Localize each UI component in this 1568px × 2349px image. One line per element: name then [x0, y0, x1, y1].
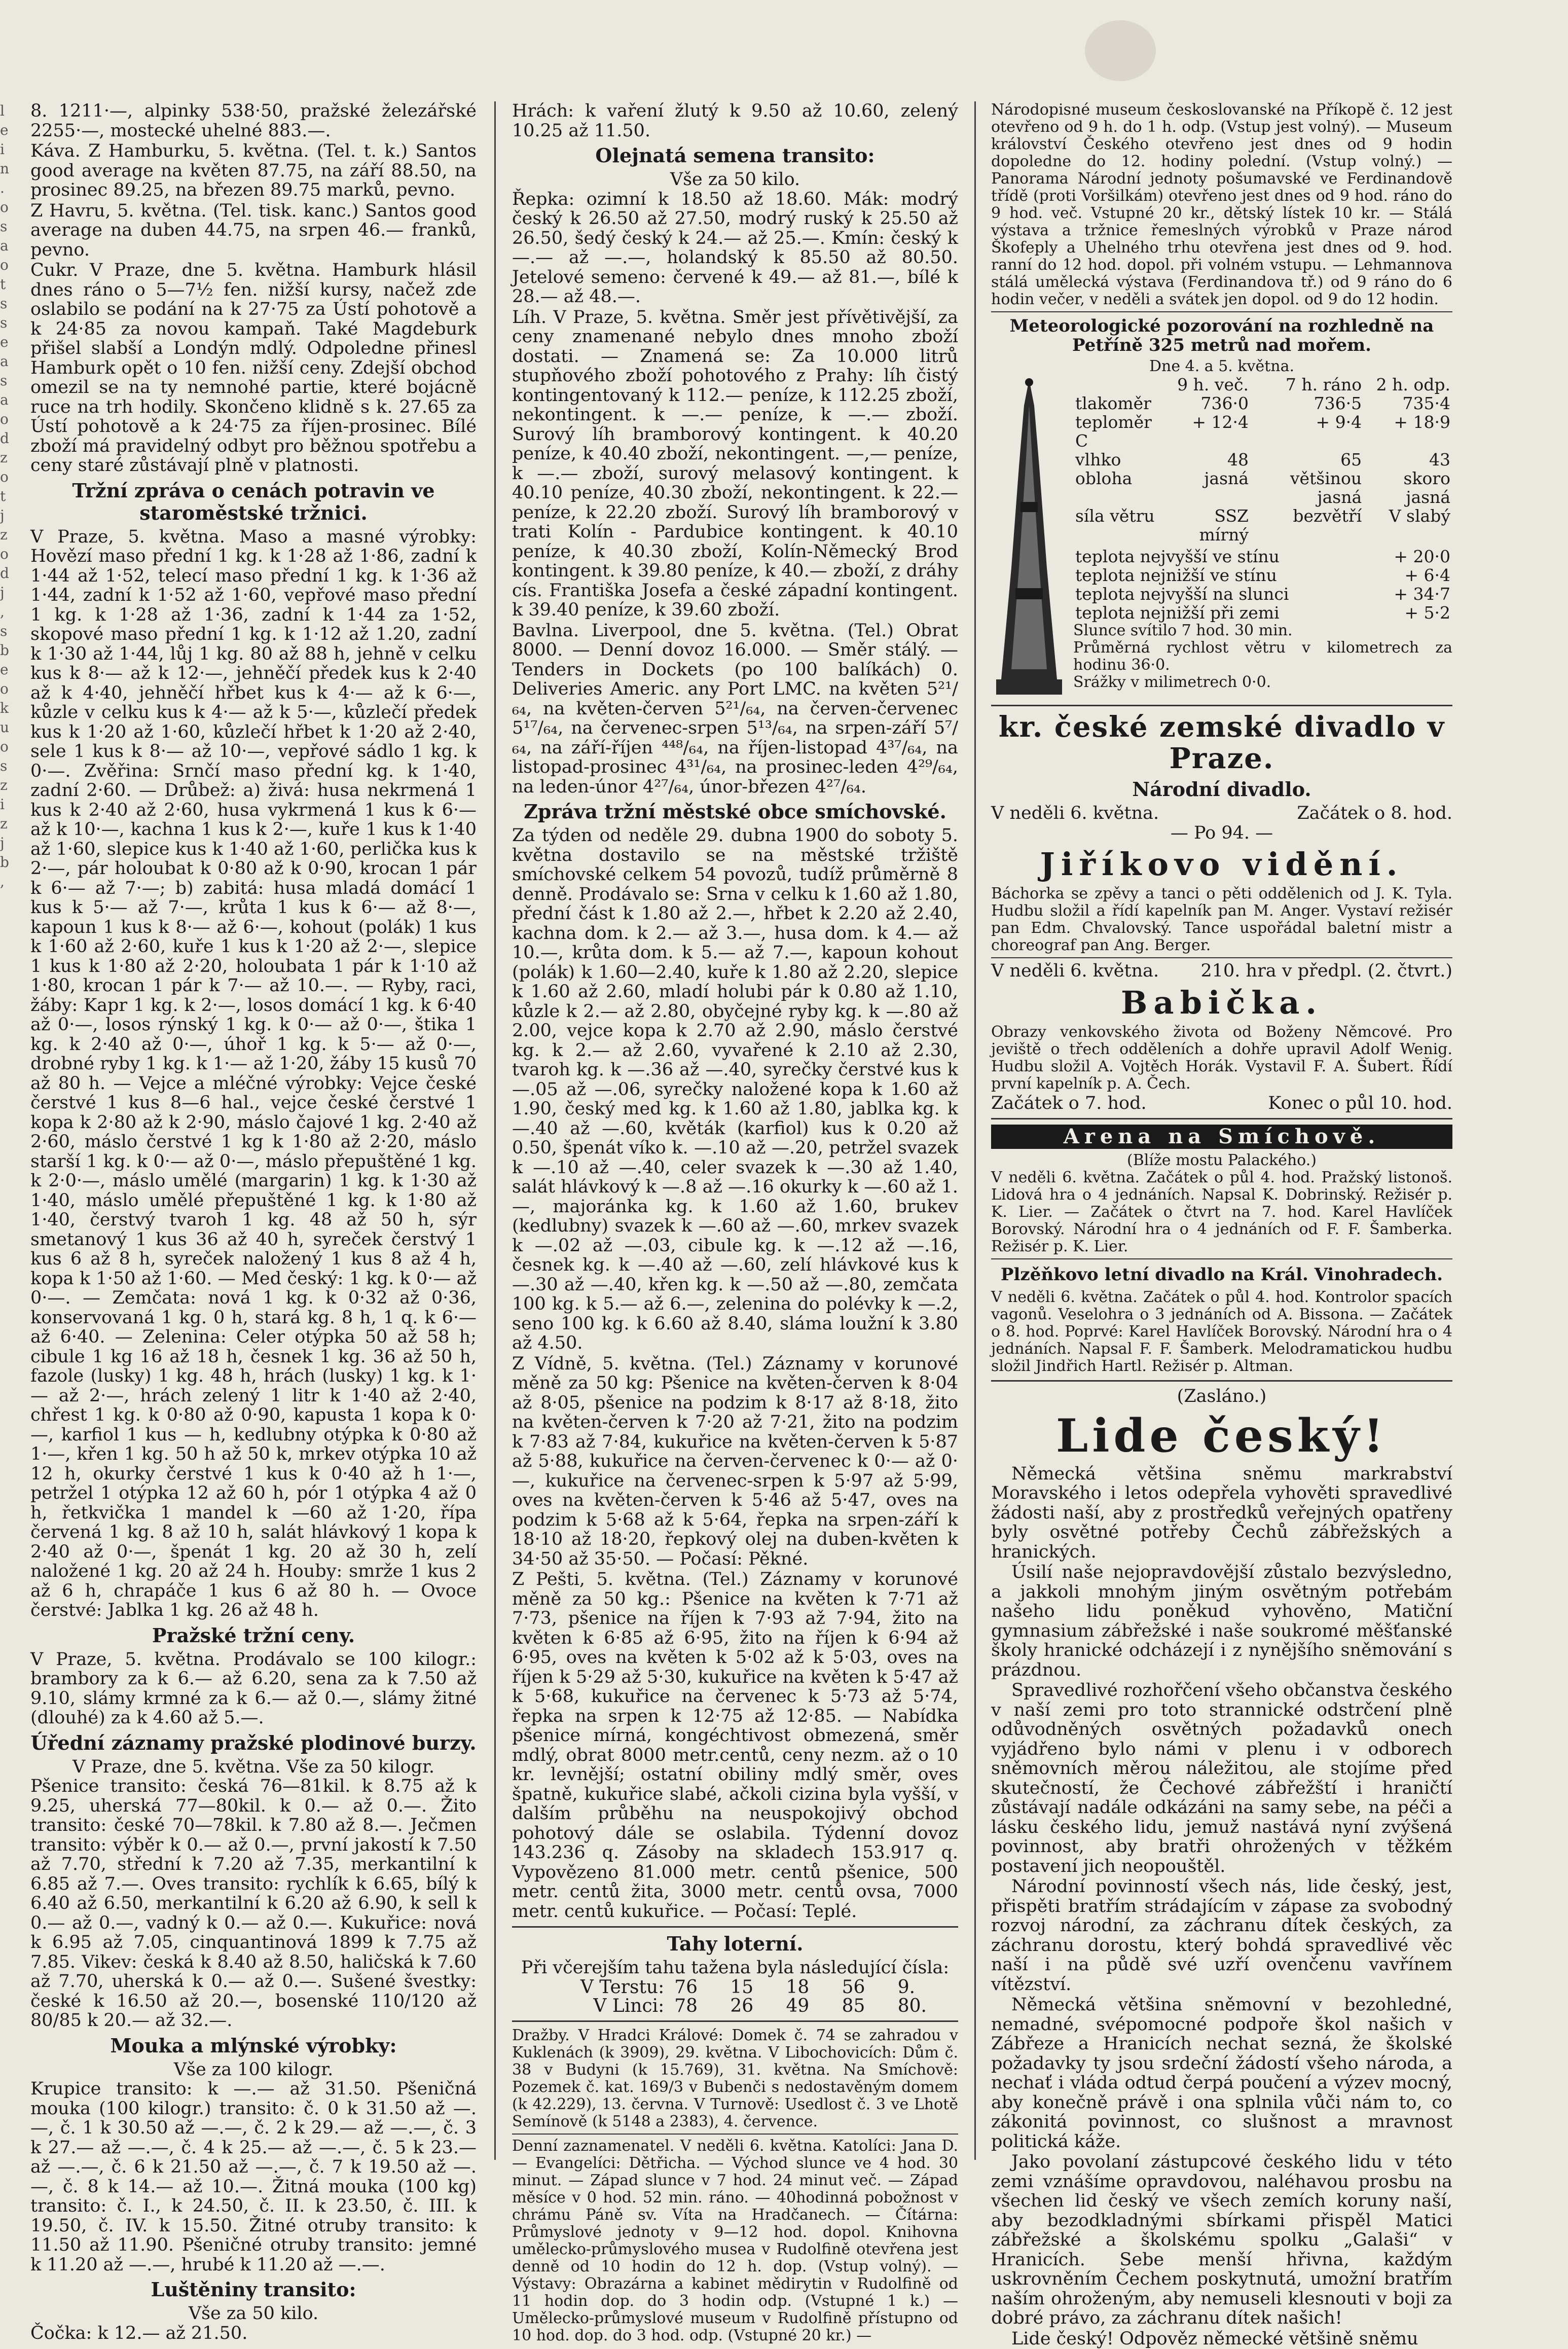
performance-number: — Po 94. —	[1170, 822, 1273, 843]
article-daily-notes: Denní zaznamenatel. V neděli 6. května. Katolíci: Jana D. — Evangelíci: Dětřicha. — Východ slunce ve 4 hod. 30 minut. — Západ slunce v 7 hod. 24 minut več. — Západ měsíce v 0 hod. 52 min. ráno. — 40hodinná pobožnost v chrámu Páně sv. Víta na Hradčanech. — Čítárna: Průmyslové jednoty v 9—12 hod. dopol. Knihovna umělecko-průmyslového musea v Rudolfině otevřena jest denně od 10 hodin do 12 h. dop. (Vstup volný). — Výstavy: Obrazárna a kabinet mědirytin v Rudolfině od 11 hodin dop. do 3 hodin odp. (Vstupné 1 k.) — Umělecko-průmyslové museum v Rudolfině přístupno od 10 hod. dop. do 3 hod. odp. (Vstupné 20 kr.) —	[512, 2137, 958, 2344]
article-vienna: Z Vídně, 5. května. (Tel.) Záznamy v korunové měně za 50 kg: Pšenice na květen-červen k 8·04 až 8·05, pšenice na podzim k 8·17 až 8·18, žito na květen-červen k 7·20 až 7·21, žito na podzim k 7·83 až 7·84, kukuřice na květen-červen k 5·87 až 5·88, kukuřice na červen-červenec k 0·— až 0·—, kukuřice na červenec-srpen k 5·97 až 5·99, oves na květen-červen k 5·46 až 5·47, oves na podzim k 5·68 až k 5·64, řepka na srpen-září k 18·10 až 18·20, řepkový olej na duben-květen k 34·50 až 35·50. — Počasí: Pěkné.	[512, 1353, 958, 1569]
heading-prague-prices: Pražské tržní ceny.	[152, 1623, 355, 1647]
appeal-paragraph: Úsilí naše nejopravdovější zůstalo bezvýsledno, a jakkoli mnohým jiným osvětným potřebám našeho lidu poněkud vyhověno, Matiční gymnasium zábřežské i naše soukromé měšťanské školy hranické odcházejí i z nynějšího sněmování s prázdnou.	[991, 1562, 1452, 1680]
meteo-value: 48	[1227, 450, 1249, 469]
meteo-date: Dne 4. a 5. května.	[1149, 357, 1295, 375]
play-title: Babička.	[1121, 984, 1323, 1021]
paper-stain	[1085, 20, 1156, 81]
performance-start: Začátek o 8. hod.	[1297, 803, 1452, 823]
meteo-col-head: 9 h. več.	[1177, 375, 1249, 394]
heading-arena: Arena na Smíchově.	[991, 1125, 1452, 1149]
performance-day: V neděli 6. května.	[991, 803, 1159, 823]
article-coffee-havre: Z Havru, 5. května. (Tel. tisk. kanc.) Santos good average na duben 44.75, na srpen 46.— franků, pevno.	[30, 200, 477, 260]
article-smichov-market: Za týden od neděle 29. dubna 1900 do soboty 5. května dostavilo se na městské tržiště smíchovské celkem 54 povozů, tudíž průměrně 8 denně. Prodávalo se: Srna v celku k 1.60 až 1.80, přední část k 1.80 až 2.—, hřbet k 2.20 až 2.40, kachna dom. k 2.— až 3.—, husa dom. k 4.— až 10.—, krůta dom. k 5.— až 7.—, kapoun kohout (polák) k 1.60—2.40, kuře k 1.80 až 2.20, slepice k 1.60 až 2.60, mladí holubi pár k 0.80 až 1.10, kůzle k 2.— až 2.80, obyčejné ryby kg. k —.80 až 2.00, vejce kopa k 2.70 až 2.90, máslo čerstvé kg. k 2.— až 2.60, vyvařené k 2.10 až 2.30, tvaroh kg. k —.36 až —.40, syrečky čerstvé kus k —.05 až —.06, syrečky naložené kopa k 1.60 až 1.90, český med kg. k 1.60 až 1.80, jablka kg. k —.40 až —.60, květák (karfiol) kus k 0.20 až 0.50, špenát víko k. —.10 až —.20, petržel svazek k —.10 až —.40, celer svazek k —.30 až 1.40, salát hlávkový k —.8 až —.16 okurky k —.60 až 1.—, majoránka kg. k 1.60 až 1.60, brukev (kedlubny) svazek k —.60 až —.60, mrkev svazek k —.02 až —.03, cibule kg. k —.12 až —.16, česnek kg. k —.40 až —.60, zelí hlávkové kus k —.30 až —.40, křen kg. k —.50 až —.80, zemčata 100 kg. k 5.— až 6.—, zelenina do polévky k —.2, seno 100 kg. k 6.60 až 8.40, sláma loužní k 3.80 až 4.50.	[512, 825, 958, 1353]
divider	[991, 705, 1452, 706]
lottery-number: 78	[674, 1995, 698, 2016]
article-market-prices: V Praze, 5. května. Maso a masné výrobky: Hovězí maso přední 1 kg. k 1·28 až 1·86, zadní k 1·44 až 1·52, telecí maso přední 1 kg. k 1·36 až 1·44, zadní k 1·52 až 1·60, vepřové maso přední 1 kg. k 1·28 až 1·36, zadní k 1·44 za 1·52, skopové maso přední 1 kg. k 1·12 až 1.20, zadní k 1·30 až 1·44, lůj 1 kg. 80 až 88 h, jehně v celku kus k 8·— až k 12·—, jehněčí předek kus k 2·40 až k 4·40, jehněčí hřbet kus k 4·— až k 6·—, kůzle v celku kus k 4·— až k 5·—, kůzlečí předek kus k 1·20 až 1·60, kůzlečí hřbet k 1·20 až 2·40, sele 1 kus k 8·— až 10·—, vepřové sádlo 1 kg. k 0·—. Zvěřina: Srnčí maso přední kg. k 1·40, zadní 2·60. — Drůbež: a) živá: husa nekrmená 1 kus k 2·40 až 2·60, husa vykrmená 1 kus k 6·— až k 10·—, kachna 1 kus k 2·—, kuře 1 kus k 1·40 až 1·60, slepice kus k 1·40 až 1·60, perlička kus k 2·—, pár holoubat k 0·80 až k 0·90, krocan 1 pár k 6·— až 7·—; b) zabitá: husa mladá domácí 1 kus k 5·— až 7·—, krůta 1 kus k 6·— až 8·—, kapoun 1 kus k 8·— až 6·—, kohout (polák) 1 kus k 1·60 až 2·60, kuře 1 kus k 1·20 až 2·—, slepice 1 kus k 1·80 až 2·20, holoubata 1 pár k 1·10 až 1·80, krocan 1 pár k 7·— až 10.—. — Ryby, raci, žáby: Kapr 1 kg. k 2·—, losos domácí 1 kg. k 6·40 až 0·—, losos rýnský 1 kg. k 0·— až 0·—, štika 1 kg. k 2·40 až 0·—, úhoř 1 kg. k 5·— až 0·—, drobné ryby 1 kg. k 1·— až 1·20, žáby 15 kusů 70 až 80 h. — Vejce a mléčné výrobky: Vejce české čerstvé 1 kus 8—6 hal., vejce české čerstvé 1 kopa k 2·80 až k 2·90, máslo čajové 1 kg. 2·40 až 2·60, máslo čerstvé 1 kg k 1·80 až 2·20, máslo starší 1 kg. k 0·— až 0·—, máslo přepuštěné 1 kg. k 2·0·—, máslo umělé (margarin) 1 kg. k 1·30 až 1·40, máslo umělé přepuštěné 1 kg. k 1·80 až 1·40, čerstvý tvaroh 1 kg. 48 až 50 h, sýr smetanový 1 kus 36 až 40 h, syreček čerstvý 1 kus 6 až 8 h, syreček naložený 1 kus 8 až 4 h, kopa k 1·50 až 1·60. — Med český: 1 kg. k 0·— až 0·—. — Zemčata: nová 1 kg. k 0·32 až 0·36, konservovaná 1 kg. 0 h, stará kg. 8 h, 1 q. k 6·— až 6·40. — Zelenina: Celer otýpka 50 až 58 h; cibule 1 kg 16 až 18 h, česnek 1 kg. 36 až 50 h, fazole (lusky) 1 kg. 48 h, hrách (lusky) 1 kg. k 1·— až 2·—, hrách zelený 1 litr k 1·40 až 2·40, chřest 1 kg. k 0·80 až 0·90, kapusta 1 kopa k 0·—, karfiol 1 kus — h, kedlubny otýpka k 0·80 až 1·—, křen 1 kg. 50 h až 50 k, mrkev otýpka 10 až 12 h, okurky čerstvé 1 kus k 0·40 až h 1·—, petržel 1 otýpka 12 až 60 h, pór 1 otýpka 4 až 0 h, řetkvička 1 mandel k —60 až 1·20, řípa červená 1 kg. 8 až 10 h, salát hlávkový 1 kopa k 2·40 až 0·—, špenát 1 kg. 20 až 30 h, zelí naložené 1 kg. 20 až 24 h. Houby: smrže 1 kus 2 až 6 h, chrapáče 1 kus 6 až 80 h. — Ovoce čerstvé: Jablka 1 kg. 26 až 48 h.	[30, 526, 477, 1620]
meteo-col-head: 2 h. odp.	[1376, 375, 1450, 394]
column-3	[991, 101, 1452, 2349]
meteo-row	[1073, 507, 1452, 544]
article-oilseeds: Řepka: ozimní k 18.50 až 18.60. Mák: modrý český k 26.50 až 27.50, modrý ruský k 25.50 až 26.50, šedý český k 24.— až 25.—. Kmín: český k —.— až —.—, holandský k 85.50 až 80.50. Jetelové semeno: červené k 49.— až 81.—, bílé k 28.— až 48.—.	[512, 189, 958, 307]
lottery-number: 9.	[897, 1976, 916, 1998]
play-description: Obrazy venkovského života od Boženy Němcové. Pro jeviště o třech odděleních a dohře upravil Adolf Wenig. Hudbu složil A. Vojtěch Horák. Vystavil F. A. Šubert. Řídí první kapelník p. A. Čech.	[991, 1023, 1452, 1093]
lottery-table	[512, 1978, 958, 2015]
meteo-value: 735·4	[1402, 393, 1450, 413]
article-sugar: Cukr. V Praze, dne 5. května. Hamburk hlásil dnes ráno o 5—7½ fen. nižší kursy, načež zde oslabilo se podání na k 27·75 za Ústí pohotově a k 24·85 za novou kampaň. Také Magdeburk přišel slabší a Londýn mdlý. Odpoledne přinesl Hamburk opět o 10 fen. nižší ceny. Zdejší obchod omezil se na ty nemnohé partie, které bojácně ruce na trh hodily. Skončeno klidně s k. 27.65 za Ústí pohotově a k 24·75 za říjen-prosinec. Bílé zboží má pravidelný odbyt pro běžnou spotřebu a ceny staré zůstávají plně v platnosti.	[30, 260, 477, 476]
meteo-label: teplota nejvyšší ve stínu	[1075, 547, 1280, 566]
lottery-number: 26	[730, 1995, 754, 2016]
lottery-number: 49	[786, 1995, 810, 2016]
heading-appeal: Lide český!	[1056, 1408, 1388, 1463]
article-spirits: Líh. V Praze, 5. května. Směr jest přívětivější, za ceny znamenané nebylo dnes mnoho zboží dostati. — Znamená se: Za 10.000 litrů stupňového zboží pohotového z Prahy: líh čistý kontingentovaný k 112.— peníze, k 112.25 zboží, nekontingent. k —.— peníze, k —.— zboží. Surový líh bramborový kontingent. k 40.20 peníze, k 40.40 zboží, nekontingent. —,— peníze, k —.— zboží, surový melasový kontingent. k 40.10 peníze, 40.30 zboží, nekontingent. k 22.— peníze, k 22.20 zboží. Surový líh bramborový v trati Kolín - Pardubice kontingent. k 40.10 peníze, k 40.30 zboží, Kolín-Německý Brod kontingent. k 39.80 peníze, k 40.— zboží, z dráhy cís. Františka Josefa a české západní kontingent. k 39.40 peníze, k 39.60 zboží.	[512, 307, 958, 620]
arena-location: (Blíže mostu Palackého.)	[1127, 1151, 1317, 1169]
arena-programme: V neděli 6. května. Začátek o půl 4. hod. Pražský listonoš. Lidová hra o 4 jednáních. Napsal K. Dobrinský. Režisér p. K. Lier. — Začátek o čtvrt na 7. hod. Karel Havlíček Borovský. Národní hra o 4 jednáních od F. F. Šamberka. Režisér p. K. Lier.	[991, 1169, 1452, 1255]
meteo-value: většinou jasná	[1290, 468, 1362, 507]
meteo-label: tlakoměr	[1075, 393, 1151, 413]
legumes-peas: Hrách: k vaření žlutý k 9.50 až 10.60, zelený 10.25 až 11.50.	[512, 101, 958, 141]
meteo-extreme-row	[1073, 547, 1452, 566]
appeal-paragraph: Německá většina sněmu markrabství Moravského i letos odepřela vyhověti spravedlivé žádosti naší, aby z prostředků veřejných opatřeny byly osvětné potřeby Čechů zábřežských a hranických.	[991, 1463, 1452, 1562]
meteo-label: vlhko	[1075, 450, 1121, 469]
lottery-city: V Terstu:	[580, 1976, 665, 1998]
divider	[991, 1118, 1452, 1119]
divider	[991, 957, 1452, 958]
meteo-value: + 34·7	[1394, 584, 1450, 604]
meteo-data	[1073, 375, 1452, 700]
lottery-number: 56	[842, 1976, 865, 1998]
meteo-sunshine: Slunce svítilo 7 hod. 30 min.	[1073, 622, 1293, 639]
meteo-label: síla větru	[1075, 506, 1155, 526]
performance-number: 210. hra v předpl. (2. čtvrt.)	[1200, 961, 1452, 981]
meteo-extreme-row	[1073, 585, 1452, 603]
meteo-value: + 6·4	[1404, 565, 1450, 585]
lottery-row	[512, 1978, 958, 1997]
lottery-number: 85	[842, 1995, 865, 2016]
meteo-row	[1073, 469, 1452, 507]
column-2	[512, 101, 958, 2344]
performance-info	[991, 804, 1452, 823]
meteo-col-head: 7 h. ráno	[1285, 375, 1362, 394]
appeal-paragraph: Německá většina sněmovní v bezohledné, nemadné, svépomocné podpoře škol našich v Zábřeze a Hranicích nechat sezná, že školské požadavky ty jsou srdeční žádostí všeho národa, a nechať i vláda odtud čerpá poučení a výzev mocný, aby konečně právě i ona splnila vůči nám to, co zákonitá povinnost, co slušnost a mravnost politická káže.	[991, 1995, 1452, 2152]
divider	[512, 2134, 958, 2135]
meteo-row	[1073, 450, 1452, 469]
article-auctions: Dražby. V Hradci Králové: Domek č. 74 se zahradou v Kuklenách (k 3909), 29. května. V Libochovicích: Dům č. 38 v Budyni (k 15.769), 31. května. Na Smíchově: Pozemek č. kat. 169/3 v Bubenči s nedostavěným domem (k 42.229), 13. června. V Turnově: Usedlost č. 3 ve Lhotě Semínově (k 5148 a 2383), 4. července.	[512, 2026, 958, 2130]
heading-flour: Mouka a mlýnské výrobky:	[110, 2034, 397, 2057]
lottery-intro: Při včerejším tahu tažena byla následující čísla:	[521, 1958, 950, 1978]
meteo-value: + 12·4	[1192, 412, 1249, 432]
meteo-value: 736·0	[1200, 393, 1249, 413]
lottery-number: 15	[730, 1976, 754, 1998]
exchange-intro: V Praze, dne 5. května. Vše za 50 kilogr.	[72, 1756, 434, 1777]
meteo-row	[1073, 394, 1452, 413]
appeal-paragraph: Spravedlivé rozhořčení všeho občanstva českého v naší zemi pro toto strannické odstrčení plně odůvodněných osvětných požadavků onech vyjádřeno bylo námi v plenu i v odborech sněmovních měrou náležitou, ale stojíme před skutečností, že Čechové zábřežští i hraničtí zůstávají nadále odkázáni na samy sebe, na péči a lásku českého lidu, jemuž nastává nyní zvýšená povinnost, aby bratři ohrožených v těžkém postavení jich neopouštěl.	[991, 1680, 1452, 1876]
heading-oilseeds: Olejnatá semena transito:	[595, 144, 875, 167]
meteo-label: teplota nejvyšší na slunci	[1075, 584, 1289, 604]
column-rule	[494, 101, 496, 2160]
meteo-row	[1073, 413, 1452, 450]
meteo-extreme-row	[1073, 566, 1452, 585]
oilseeds-subtitle: Vše za 50 kilo.	[670, 169, 800, 190]
meteo-value: V slabý	[1389, 506, 1450, 526]
meteo-value: SSZ mírný	[1199, 506, 1249, 545]
article-prague-prices: V Praze, 5. května. Prodávalo se 100 kilogr.: brambory za k 6.— až 6.20, sena za k 7.50 až 9.10, slámy krmné za k 6.— až 0.—, slámy žitné (dlouhé) za k 4.60 až 5.—.	[30, 1649, 477, 1728]
performance-info	[991, 961, 1452, 981]
legumes-lentils: Čočka: k 12.— až 21.50.	[30, 2323, 248, 2343]
meteo-label: teplota nejnižší ve stínu	[1075, 565, 1277, 585]
heading-smichov-market: Zpráva tržní městské obce smíchovské.	[524, 800, 946, 823]
lottery-row	[512, 1997, 958, 2015]
article-cotton: Bavlna. Liverpool, dne 5. května. (Tel.) Obrat 8000. — Denní dovoz 16.000. — Směr stálý. — Tenders in Dockets (po 100 balíkách) 0. Deliveries Americ. any Port LMC. na květen 5²¹/₆₄, na květen-červen 5²¹/₆₄, na červen-červenec 5¹⁷/₆₄, na červenec-srpen 5¹³/₆₄, na srpen-září 5⁷/₆₄, na září-říjen ⁴⁴⁸/₆₄, na říjen-listopad 4³⁷/₆₄, na listopad-prosinec 4³¹/₆₄, na prosinec-leden 4²⁹/₆₄, na leden-únor 4²⁷/₆₄, únor-březen 4²⁷/₆₄.	[512, 620, 958, 797]
divider	[991, 1380, 1452, 1382]
play-title: Jiříkovo vidění.	[1040, 846, 1404, 883]
appeal-paragraph: Jako povolaní zástupcové českého lidu v této zemi vznášíme opravdovou, naléhavou prosbu na všechen lid český ve všech zemích koruny naší, aby bezodkladnými sbírkami přispěl Matici zábřežské a školskému spolku „Galaši“ v Hranicích. Sebe menší hřivna, každým uskrovněním Čechem poskytnutá, umožní bratřím naším ohroženým, aby nemuseli klesnouti v boji za dobré právo, za záchranu dítek našich!	[991, 2152, 1452, 2328]
meteo-wind: Průměrná rychlost větru v kilometrech za hodinu 36·0.	[1073, 639, 1452, 674]
divider	[512, 1926, 958, 1928]
appeal-paragraph: Národní povinností všech nás, lide český, jest, přispěti bratřím strádajícím v zápase za svobodný rozvoj národní, za záchranu dítek českých, za záchranu dorostu, který bohdá spravedlivé věc naší i na půdě své uzří ovenčenu vavřínem vítězství.	[991, 1876, 1452, 1995]
meteo-value: + 18·9	[1394, 412, 1450, 432]
heading-market-report: Tržní zpráva o cenách potravin ve staroměstské tržnici.	[72, 479, 435, 524]
article-flour: Krupice transito: k —.— až 31.50. Pšeničná mouka (100 kilogr.) transito: č. 0 k 31.50 až —.—, č. 1 k 30.50 až —.—, č. 2 k 29.— až —.—, č. 3 k 27.— až —.—, č. 4 k 25.— až —.—, č. 5 k 23.— až —.—, č. 6 k 21.50 až —.—, č. 7 k 19.50 až —.—, č. 8 k 14.— až 10.—. Žitná mouka (100 kg) transito: č. I., k 24.50, č. II. k 23.50, č. III. k 19.50, č. IV. k 15.50. Žitné otruby transito: k 11.50 až 11.90. Pšeničné otruby transito: jemné k 11.20 až —.—, hrubé k 11.20 až —.—.	[30, 2079, 477, 2275]
column-1	[30, 101, 477, 2343]
stock-list-end: 8. 1211·—, alpinky 538·50, pražské železářské 2255·—, mostecké uhelné 883.—.	[30, 101, 477, 141]
appeal-paragraph: Lide český! Odpověz německé většině sněmu	[1011, 2328, 1418, 2349]
article-museums: Národopisné museum českoslovanské na Příkopě č. 12 jest otevřeno od 9 h. do 1 h. odp. (Vstup jest volný). — Museum království Českého otevřeno jest dnes od 9 hodin dopoledne do 12. hodiny polední. (Vstup volný.) — Panorama Národní jednoty pošumavské ve Ferdinandově třídě (proti Voršilkám) otevřeno jest dnes od 9 hod. ráno do 9 hod. več. Vstupné 20 kr., dětský lístek 10 kr. — Stálá výstava a tržnice řemeslných výrobků v Praze národ Škofeply a Uhelného trhu otevřena jest dnes od 9. hod. ranní do 12 hod. dopol. při volném vstupu. — Lehmannova stálá umělecká výstava (Ferdinandova tř.) od 9 ráno do 6 hodin večer, v neděli a svátek jen dopol. od 9 do 12 hodin.	[991, 101, 1452, 308]
meteo-value: 736·5	[1314, 393, 1362, 413]
meteo-value: jasná	[1204, 468, 1249, 488]
performance-times	[991, 1094, 1452, 1113]
meteo-block	[991, 375, 1452, 700]
meteo-value: 43	[1429, 450, 1450, 469]
lottery-city: V Linci:	[593, 1995, 665, 2016]
adjacent-page-edge: l e i n . o s a o t s s e a s a o d z o t j z o d j , s b e o k u o s z i z j b ,	[0, 102, 10, 890]
meteo-label: obloha	[1075, 468, 1133, 488]
divider	[991, 311, 1452, 312]
column-rule	[974, 101, 976, 2160]
meteo-value: skoro jasná	[1403, 468, 1450, 507]
meteo-extreme-row	[1073, 603, 1452, 622]
meteo-value: + 20·0	[1394, 547, 1450, 566]
meteo-label: teploměr C	[1075, 412, 1152, 451]
performance-start: Začátek o 7. hod.	[991, 1093, 1147, 1113]
divider	[512, 2020, 958, 2022]
play-description: Báchorka se zpěvy a tanci o pěti oddělenich od J. K. Tyla. Hudbu složil a řídí kapelník pan M. Anger. Vystaví režisér pan Edm. Chvalovský. Tance uspořádal baletní mistr a choreograf pan Ang. Berger.	[991, 885, 1452, 954]
petrin-tower-illustration	[991, 375, 1067, 700]
meteo-label: teplota nejnižší při zemi	[1075, 603, 1280, 623]
performance-day: V neděli 6. května.	[991, 961, 1159, 981]
heading-official-exchange: Úřední záznamy pražské plodinové burzy.	[30, 1731, 477, 1754]
article-exchange: Pšenice transito: česká 76—81kil. k 8.75 až k 9.25, uherská 77—80kil. k 0.— až 0.—. Žito transito: české 70—78kil. k 7.80 až 8.—. Ječmen transito: výběr k 0.— až 0.—, první jakostí k 7.50 až 7.70, střední k 7.20 až 7.35, merkantilní k 6.85 až 7.—. Oves transito: rychlík k 6.65, bílý k 6.40 až 6.50, merkantilní k 6.20 až 6.90, k sell k 0.— až 0.—, vadný k 0.— až 0.—. Kukuřice: nová k 6.95 až 7.05, cinquantinová 1899 k 7.75 až 7.85. Vikev: česká k 8.40 až 8.50, haličská k 7.60 až 7.70, uherská k 0.— až 0.—. Sušené švestky: české k 16.50 až 20.—, bosenské 110/120 až 80/85 k 20.— až 32.—.	[30, 1776, 477, 2031]
heading-national-theatre: Národní divadlo.	[1132, 778, 1311, 801]
meteo-header-row	[1073, 375, 1452, 394]
heading-summer-theatre: Plzěňkovo letní divadlo na Král. Vinohradech.	[1000, 1264, 1443, 1285]
sent-in-label: (Zasláno.)	[1177, 1386, 1267, 1406]
meteo-rain: Srážky v milimetrech 0·0.	[1073, 673, 1271, 691]
article-budapest: Z Pešti, 5. května. (Tel.) Záznamy v korunové měně za 50 kg.: Pšenice na květen k 7·71 až 7·73, pšenice na říjen k 7·93 až 7·94, žito na květen k 6·85 až 6·95, žito na říjen k 6·94 až 6·95, oves na květen k 5·02 až k 5·03, oves na říjen k 5·29 až 5·30, kukuřice na květen k 5·47 až k 5·68, kukuřice na červenec k 5·73 až 5·74, řepka na srpen k 12·75 až 12·85. — Nabídka pšenice mírná, kongéchtivost obmezená, směr mdlý, obrat 8000 metr.centů, ceny nezm. až o 10 kr. levnější; ostatní obiliny mdlý směr, oves špatně, kukuřice slabé, ačkoli cizina byla vyšší, v dalším průběhu na neuspokojivý obchod pohotový dále se oslabila. Týdenní dovoz 143.236 q. Zásoby na skladech 153.917 q. Vypovězeno 81.000 metr. centů pšenice, 500 metr. centů žita, 3000 metr. centů ovsa, 7000 metr. centů kukuřice. — Počasí: Teplé.	[512, 1569, 958, 1922]
lottery-number: 76	[674, 1976, 698, 1998]
meteo-value: + 5·2	[1404, 603, 1450, 623]
heading-theatre: kr. české zemské divadlo v Praze.	[998, 710, 1445, 775]
flour-subtitle: Vše za 100 kilogr.	[173, 2059, 334, 2080]
summer-theatre-programme: V neděli 6. května. Začátek o půl 4. hod. Kontrolor spacích vagonů. Veselohra o 3 jednáních od A. Bissona. — Začátek o 8. hod. Poprvé: Karel Havlíček Borovský. Národní hra o 4 jednáních. Napsal F. F. Šamberk. Melodramatickou hudbu složil Jindřich Hartl. Režisér p. Altman.	[991, 1288, 1452, 1375]
article-coffee-hamburg: Káva. Z Hamburku, 5. května. (Tel. t. k.) Santos good average na květen 87.75, na září 88.50, na prosinec 89.25, na březen 89.75 marků, pevno.	[30, 141, 477, 200]
heading-meteorology: Meteorologické pozorování na rozhledně na Petříně 325 metrů nad mořem.	[1009, 316, 1434, 355]
performance-end: Konec o půl 10. hod.	[1268, 1093, 1452, 1113]
meteo-value: bezvětří	[1293, 506, 1362, 526]
meteo-value: 65	[1340, 450, 1362, 469]
heading-legumes: Luštěniny transito:	[151, 2278, 356, 2301]
newspaper-page	[30, 101, 1541, 2349]
divider	[991, 1258, 1452, 1259]
heading-lottery: Tahy loterní.	[667, 1932, 804, 1955]
legumes-subtitle: Vše za 50 kilo.	[188, 2303, 319, 2324]
meteo-extremes	[1073, 547, 1452, 622]
meteo-table	[1073, 375, 1452, 544]
lottery-number: 18	[786, 1976, 810, 1998]
meteo-value: + 9·4	[1316, 412, 1362, 432]
lottery-number: 80.	[897, 1995, 927, 2016]
